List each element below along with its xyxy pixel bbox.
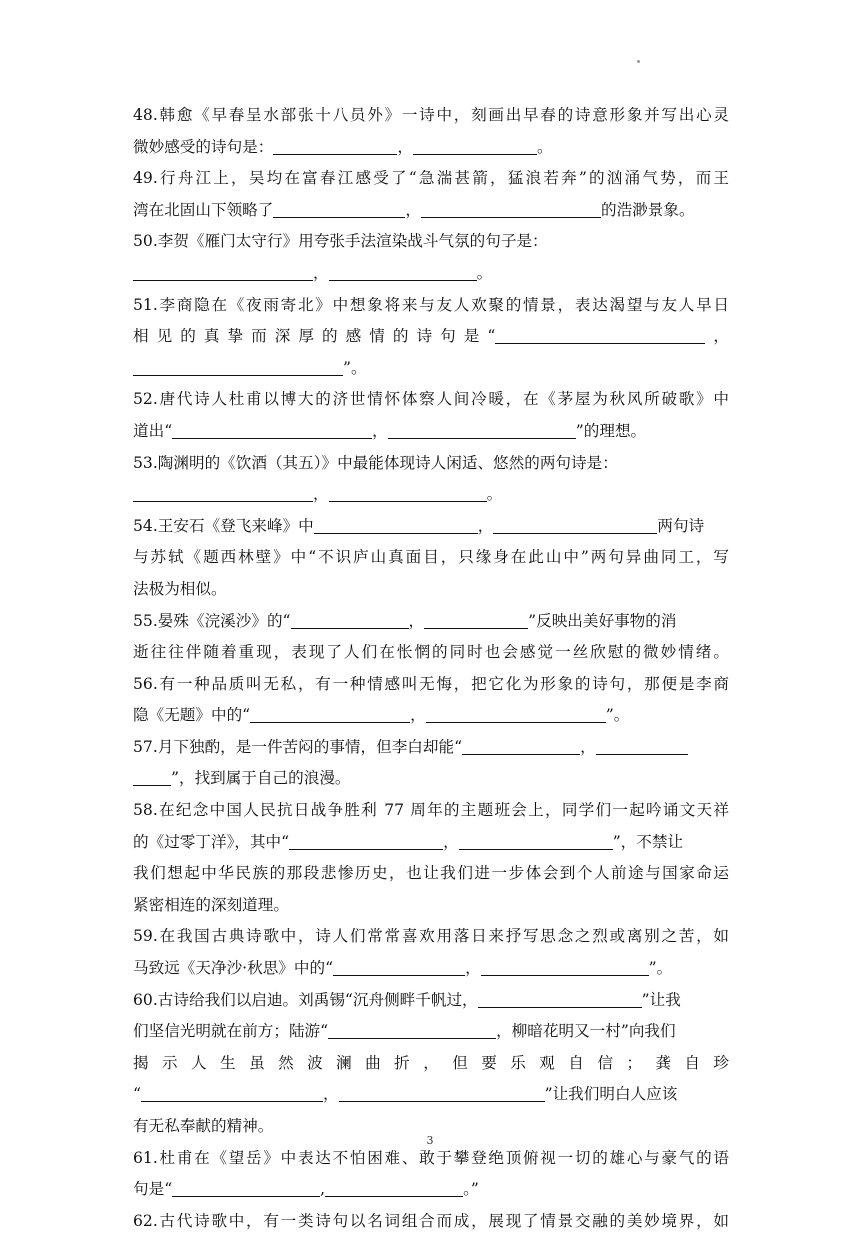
q48-end: 。 bbox=[536, 137, 553, 156]
q59-line-2 bbox=[133, 953, 729, 985]
q61-blank-2[interactable] bbox=[325, 1178, 463, 1197]
q48-sep: ， bbox=[397, 137, 413, 156]
q61-end: 。” bbox=[463, 1180, 479, 1199]
q56-sep: ， bbox=[410, 706, 426, 725]
q58-blank-1[interactable] bbox=[289, 831, 443, 850]
q51-blank-2[interactable] bbox=[133, 357, 343, 376]
q52-text-3: ”的理想。 bbox=[575, 421, 647, 440]
q49-line-2 bbox=[133, 195, 729, 227]
q52-text-2: 道出“ bbox=[133, 421, 173, 440]
q61-line-2 bbox=[133, 1174, 729, 1206]
q58-text-5: 紧密相连的深刻道理。 bbox=[133, 895, 289, 914]
q48-blank-1[interactable] bbox=[273, 136, 397, 155]
q56-line-2 bbox=[133, 700, 729, 732]
q54-line-2 bbox=[133, 542, 729, 574]
q60-blank-2[interactable] bbox=[328, 1020, 496, 1039]
q50-blank-1[interactable] bbox=[133, 262, 313, 281]
q52-blank-2[interactable] bbox=[388, 420, 576, 439]
q50-text: 50.李贺《雁门太守行》用夸张手法渲染战斗气氛的句子是： bbox=[133, 232, 548, 251]
q50-end: 。 bbox=[476, 263, 493, 282]
q48-blank-2[interactable] bbox=[413, 136, 537, 155]
question-list bbox=[133, 100, 729, 1237]
q55-blank-1[interactable] bbox=[291, 610, 409, 629]
q49-text-2: 湾在北固山下领略了 bbox=[133, 200, 274, 219]
q58-text-4: 我们想起中华民族的那段悲惨历史，也让我们进一步体会到个人前途与国家命运 bbox=[133, 864, 729, 883]
q52-text: 52.唐代诗人杜甫以博大的济世情怀体察人间冷暖，在《茅屋为秋风所破歌》中 bbox=[133, 390, 729, 409]
q60-text-4: ，柳暗花明又一村”向我们 bbox=[496, 1022, 676, 1041]
q48-text: 48.韩愈《早春呈水部张十八员外》一诗中，刻画出早春的诗意形象并写出心灵 bbox=[133, 106, 729, 124]
q60-blank-1[interactable] bbox=[478, 989, 642, 1008]
q59-line-1 bbox=[133, 921, 729, 953]
q52-sep: ， bbox=[372, 421, 388, 440]
q62-line-1 bbox=[133, 1206, 729, 1237]
q60-text-7: ”让我们明白人应该 bbox=[544, 1085, 678, 1104]
q52-line-1 bbox=[133, 384, 729, 416]
q51-sep: ， bbox=[705, 327, 729, 346]
q50-blank-2[interactable] bbox=[329, 262, 477, 281]
q55-line-2 bbox=[133, 637, 729, 669]
q61-text: 61.杜甫在《望岳》中表达不怕困难、敢于攀登绝顶俯视一切的雄心与豪气的语 bbox=[133, 1148, 729, 1167]
q55-text: 55.晏殊《浣溪沙》的“ bbox=[133, 611, 291, 630]
q61-line-1 bbox=[133, 1143, 729, 1175]
q57-blank-1[interactable] bbox=[462, 736, 580, 755]
q60-blank-4[interactable] bbox=[339, 1083, 545, 1102]
q62-text: 62.古代诗歌中，有一类诗句以名词组合而成，展现了情景交融的美妙境界，如 bbox=[133, 1211, 729, 1230]
q54-blank-1[interactable] bbox=[314, 515, 478, 534]
q58-text-2: 的《过零丁洋》，其中“ bbox=[133, 832, 290, 851]
q60-text: 60.古诗给我们以启迪。刘禹锡“沉舟侧畔千帆过， bbox=[133, 990, 478, 1009]
q53-text: 53.陶渊明的《饮酒（其五）》中最能体现诗人闲适、悠然的两句诗是： bbox=[133, 453, 618, 472]
q48-line-1 bbox=[133, 100, 729, 132]
q61-text-2: 句是“ bbox=[133, 1180, 173, 1199]
q59-sep: ， bbox=[465, 959, 481, 978]
q60-line-3 bbox=[133, 1048, 729, 1080]
q51-line-2 bbox=[133, 321, 729, 353]
q53-blank-2[interactable] bbox=[329, 483, 487, 502]
q51-text: 51.李商隐在《夜雨寄北》中想象将来与友人欢聚的情景，表达渴望与友人早日 bbox=[133, 295, 729, 314]
q59-end: ”。 bbox=[648, 959, 673, 978]
q57-text: 57.月下独酌，是一件苦闷的事情，但李白却能“ bbox=[133, 737, 463, 756]
q51-blank-1[interactable] bbox=[495, 325, 705, 344]
q50-sep: ， bbox=[313, 263, 329, 282]
q60-text-6: “ bbox=[133, 1085, 141, 1104]
q54-sep: ， bbox=[477, 516, 494, 535]
q53-line-1 bbox=[133, 448, 729, 480]
q61-blank-1[interactable] bbox=[172, 1178, 320, 1197]
q60-line-1 bbox=[133, 985, 729, 1017]
q56-line-1 bbox=[133, 669, 729, 701]
q61-sep: , bbox=[320, 1180, 326, 1199]
q56-text: 56.有一种品质叫无私，有一种情感叫无悔，把它化为形象的诗句，那便是李商 bbox=[133, 674, 729, 693]
q54-text: 54.王安石《登飞来峰》中 bbox=[133, 516, 314, 535]
q54-blank-2[interactable] bbox=[493, 515, 657, 534]
q60-text-3: 们坚信光明就在前方；陆游“ bbox=[133, 1022, 329, 1041]
q53-blank-1[interactable] bbox=[133, 483, 313, 502]
q57-blank-2-cont[interactable] bbox=[133, 767, 171, 786]
q57-line-2 bbox=[133, 763, 729, 795]
q54-text-2: 两句诗 bbox=[657, 516, 705, 535]
q51-end: ”。 bbox=[343, 358, 367, 377]
q58-line-3 bbox=[133, 858, 729, 890]
q49-line-1 bbox=[133, 163, 729, 195]
q58-text: 58.在纪念中国人民抗日战争胜利 77 周年的主题班会上，同学们一起吟诵文天祥 bbox=[133, 801, 729, 820]
q59-text-2: 马致远《天净沙·秋思》中的“ bbox=[133, 959, 334, 978]
q57-blank-2[interactable] bbox=[596, 736, 688, 755]
q52-blank-1[interactable] bbox=[172, 420, 372, 439]
q49-blank-2[interactable] bbox=[421, 199, 601, 218]
q60-text-5: 揭示人生虽然波澜曲折，但要乐观自信；龚自珍 bbox=[133, 1053, 729, 1072]
page-number: 3 bbox=[426, 1134, 434, 1147]
q49-text: 49.行舟江上，吴均在富春江感受了“急湍甚箭，猛浪若奔”的汹涌气势，而王 bbox=[133, 169, 729, 188]
q57-sep: ， bbox=[580, 737, 596, 756]
q54-text-4: 法极为相似。 bbox=[133, 579, 227, 598]
q55-text-3: 逝往往伴随着重现，表现了人们在怅惘的同时也会感觉一丝欣慰的微妙情绪。 bbox=[133, 643, 729, 662]
q59-blank-1[interactable] bbox=[333, 957, 465, 976]
q55-text-2: ”反映出美好事物的消 bbox=[528, 611, 677, 630]
q54-line-3 bbox=[133, 574, 729, 606]
q58-line-4 bbox=[133, 890, 729, 922]
q58-text-3: ”，不禁让 bbox=[612, 832, 684, 851]
q59-text: 59.在我国古典诗歌中，诗人们常常喜欢用落日来抒写思念之烈或离别之苦，如 bbox=[133, 927, 729, 946]
q54-text-3: 与苏轼《题西林壁》中“不识庐山真面目，只缘身在此山中”两句异曲同工，写 bbox=[133, 548, 729, 567]
q50-line-1 bbox=[133, 226, 729, 258]
q58-blank-2[interactable] bbox=[459, 831, 613, 850]
q58-line-2 bbox=[133, 827, 729, 859]
q56-end: ”。 bbox=[605, 706, 630, 725]
q49-text-3: 的浩渺景象。 bbox=[600, 200, 695, 219]
q54-line-1 bbox=[133, 511, 729, 543]
q51-line-3 bbox=[133, 353, 729, 385]
q58-line-1 bbox=[133, 795, 729, 827]
q52-line-2 bbox=[133, 416, 729, 448]
q56-text-2: 隐《无题》中的“ bbox=[133, 706, 251, 725]
q49-sep: ， bbox=[405, 200, 421, 219]
q58-sep: ， bbox=[443, 832, 459, 851]
q48-text-2: 微妙感受的诗句是： bbox=[133, 137, 274, 156]
q55-blank-2[interactable] bbox=[424, 610, 528, 629]
q56-blank-2[interactable] bbox=[426, 704, 606, 723]
q53-line-2 bbox=[133, 479, 729, 511]
q51-text-2: 相见的真挚而深厚的感情的诗句是“ bbox=[133, 327, 496, 346]
q60-line-2 bbox=[133, 1016, 729, 1048]
q53-end: 。 bbox=[486, 485, 503, 504]
q60-text-8: 有无私奉献的精神。 bbox=[133, 1117, 274, 1135]
q56-blank-1[interactable] bbox=[250, 704, 410, 723]
q57-text-2: ”，找到属于自己的浪漫。 bbox=[171, 769, 351, 788]
q55-line-1 bbox=[133, 606, 729, 638]
q60-text-2: ”让我 bbox=[641, 990, 681, 1009]
q55-sep: ， bbox=[408, 611, 425, 630]
q48-line-2 bbox=[133, 132, 729, 164]
q49-blank-1[interactable] bbox=[273, 199, 405, 218]
header-mark bbox=[637, 60, 640, 63]
q50-line-2 bbox=[133, 258, 729, 290]
q53-sep: ， bbox=[313, 485, 329, 504]
q60-sep: ， bbox=[322, 1085, 339, 1104]
q60-line-4 bbox=[133, 1079, 729, 1111]
q59-blank-2[interactable] bbox=[481, 957, 649, 976]
q57-line-1 bbox=[133, 732, 729, 764]
q51-line-1 bbox=[133, 290, 729, 322]
q60-blank-3[interactable] bbox=[141, 1083, 323, 1102]
